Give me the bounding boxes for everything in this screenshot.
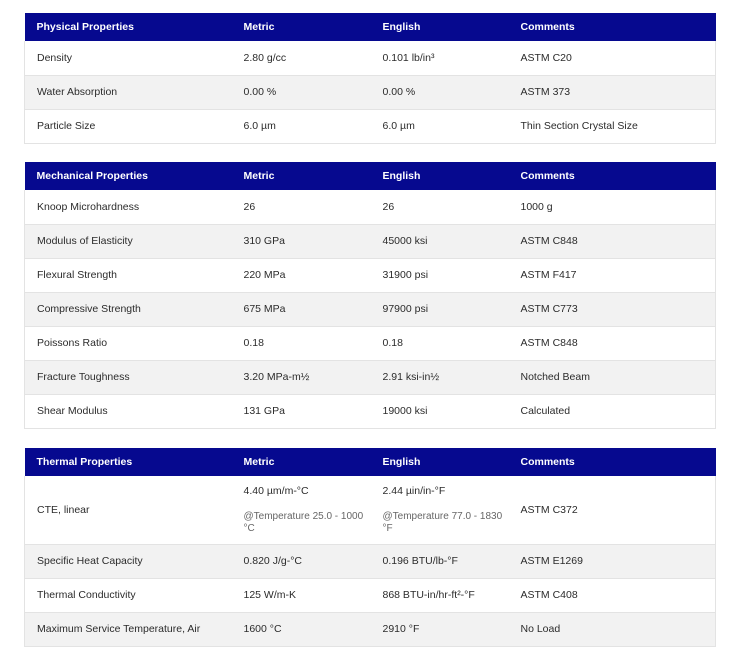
english-value: 97900 psi xyxy=(371,292,509,326)
english-value: 6.0 µm xyxy=(371,109,509,143)
metric-value: 26 xyxy=(232,190,371,224)
english-value: 0.196 BTU/lb-°F xyxy=(371,544,509,578)
header-comments: Comments xyxy=(509,13,716,41)
english-value: 31900 psi xyxy=(371,258,509,292)
table-row xyxy=(25,109,716,143)
comment: ASTM 373 xyxy=(509,75,716,109)
property-name: Compressive Strength xyxy=(25,292,232,326)
english-value: 0.00 % xyxy=(371,75,509,109)
comment: Calculated xyxy=(509,394,716,428)
property-name: Shear Modulus xyxy=(25,394,232,428)
metric-cell xyxy=(232,476,371,544)
table-row xyxy=(25,258,716,292)
metric-value: 125 W/m-K xyxy=(232,578,371,612)
english-value: 868 BTU-in/hr-ft²-°F xyxy=(371,578,509,612)
comment: No Load xyxy=(509,612,716,646)
mechanical-properties-table xyxy=(24,162,716,429)
comment: 1000 g xyxy=(509,190,716,224)
metric-value: 4.40 µm/m-°C xyxy=(243,484,309,497)
property-name: Density xyxy=(25,41,232,75)
thermal-properties-table xyxy=(24,448,716,647)
header-metric: Metric xyxy=(232,13,371,41)
comment: ASTM C372 xyxy=(509,476,716,544)
header-property: Thermal Properties xyxy=(25,448,232,476)
comment: ASTM F417 xyxy=(509,258,716,292)
table-row xyxy=(25,394,716,428)
metric-value: 3.20 MPa-m½ xyxy=(232,360,371,394)
table-row xyxy=(25,544,716,578)
property-name: Thermal Conductivity xyxy=(25,578,232,612)
metric-value: 6.0 µm xyxy=(232,109,371,143)
property-name: Poissons Ratio xyxy=(25,326,232,360)
english-value: 26 xyxy=(371,190,509,224)
table-row xyxy=(25,578,716,612)
comment: ASTM C408 xyxy=(509,578,716,612)
physical-properties-table xyxy=(24,13,716,144)
metric-value: 0.820 J/g-°C xyxy=(232,544,371,578)
table-header-row xyxy=(25,448,716,476)
comment: Thin Section Crystal Size xyxy=(509,109,716,143)
metric-value: 131 GPa xyxy=(232,394,371,428)
table-row xyxy=(25,476,716,544)
header-property: Physical Properties xyxy=(25,13,232,41)
metric-value: 2.80 g/cc xyxy=(232,41,371,75)
english-value: 0.101 lb/in³ xyxy=(371,41,509,75)
english-value: 45000 ksi xyxy=(371,224,509,258)
table-row xyxy=(25,612,716,646)
english-note: @Temperature 77.0 - 1830 °F xyxy=(382,510,503,534)
header-english: English xyxy=(371,13,509,41)
header-comments: Comments xyxy=(509,448,716,476)
property-name: CTE, linear xyxy=(25,476,232,544)
metric-note: @Temperature 25.0 - 1000 °C xyxy=(243,510,364,534)
table-row xyxy=(25,224,716,258)
table-row xyxy=(25,360,716,394)
table-header-row xyxy=(25,13,716,41)
header-comments: Comments xyxy=(509,162,716,190)
comment: ASTM C848 xyxy=(509,224,716,258)
header-metric: Metric xyxy=(232,448,371,476)
header-english: English xyxy=(371,448,509,476)
metric-value: 675 MPa xyxy=(232,292,371,326)
header-english: English xyxy=(371,162,509,190)
table-header-row xyxy=(25,162,716,190)
property-name: Knoop Microhardness xyxy=(25,190,232,224)
property-name: Fracture Toughness xyxy=(25,360,232,394)
metric-value: 310 GPa xyxy=(232,224,371,258)
property-name: Maximum Service Temperature, Air xyxy=(25,612,232,646)
table-row xyxy=(25,41,716,75)
property-name: Specific Heat Capacity xyxy=(25,544,232,578)
metric-value: 0.00 % xyxy=(232,75,371,109)
header-metric: Metric xyxy=(232,162,371,190)
english-cell xyxy=(371,476,509,544)
english-value: 0.18 xyxy=(371,326,509,360)
english-value: 2.91 ksi-in½ xyxy=(371,360,509,394)
metric-value: 220 MPa xyxy=(232,258,371,292)
metric-value: 1600 °C xyxy=(232,612,371,646)
header-property: Mechanical Properties xyxy=(25,162,232,190)
comment: ASTM C848 xyxy=(509,326,716,360)
table-row xyxy=(25,292,716,326)
comment: ASTM C773 xyxy=(509,292,716,326)
table-row xyxy=(25,190,716,224)
property-name: Modulus of Elasticity xyxy=(25,224,232,258)
table-row xyxy=(25,75,716,109)
english-value: 2910 °F xyxy=(371,612,509,646)
english-value: 2.44 µin/in-°F xyxy=(382,484,446,497)
property-name: Particle Size xyxy=(25,109,232,143)
comment: ASTM C20 xyxy=(509,41,716,75)
table-row xyxy=(25,326,716,360)
metric-value: 0.18 xyxy=(232,326,371,360)
property-name: Flexural Strength xyxy=(25,258,232,292)
property-name: Water Absorption xyxy=(25,75,232,109)
english-value: 19000 ksi xyxy=(371,394,509,428)
comment: Notched Beam xyxy=(509,360,716,394)
comment: ASTM E1269 xyxy=(509,544,716,578)
